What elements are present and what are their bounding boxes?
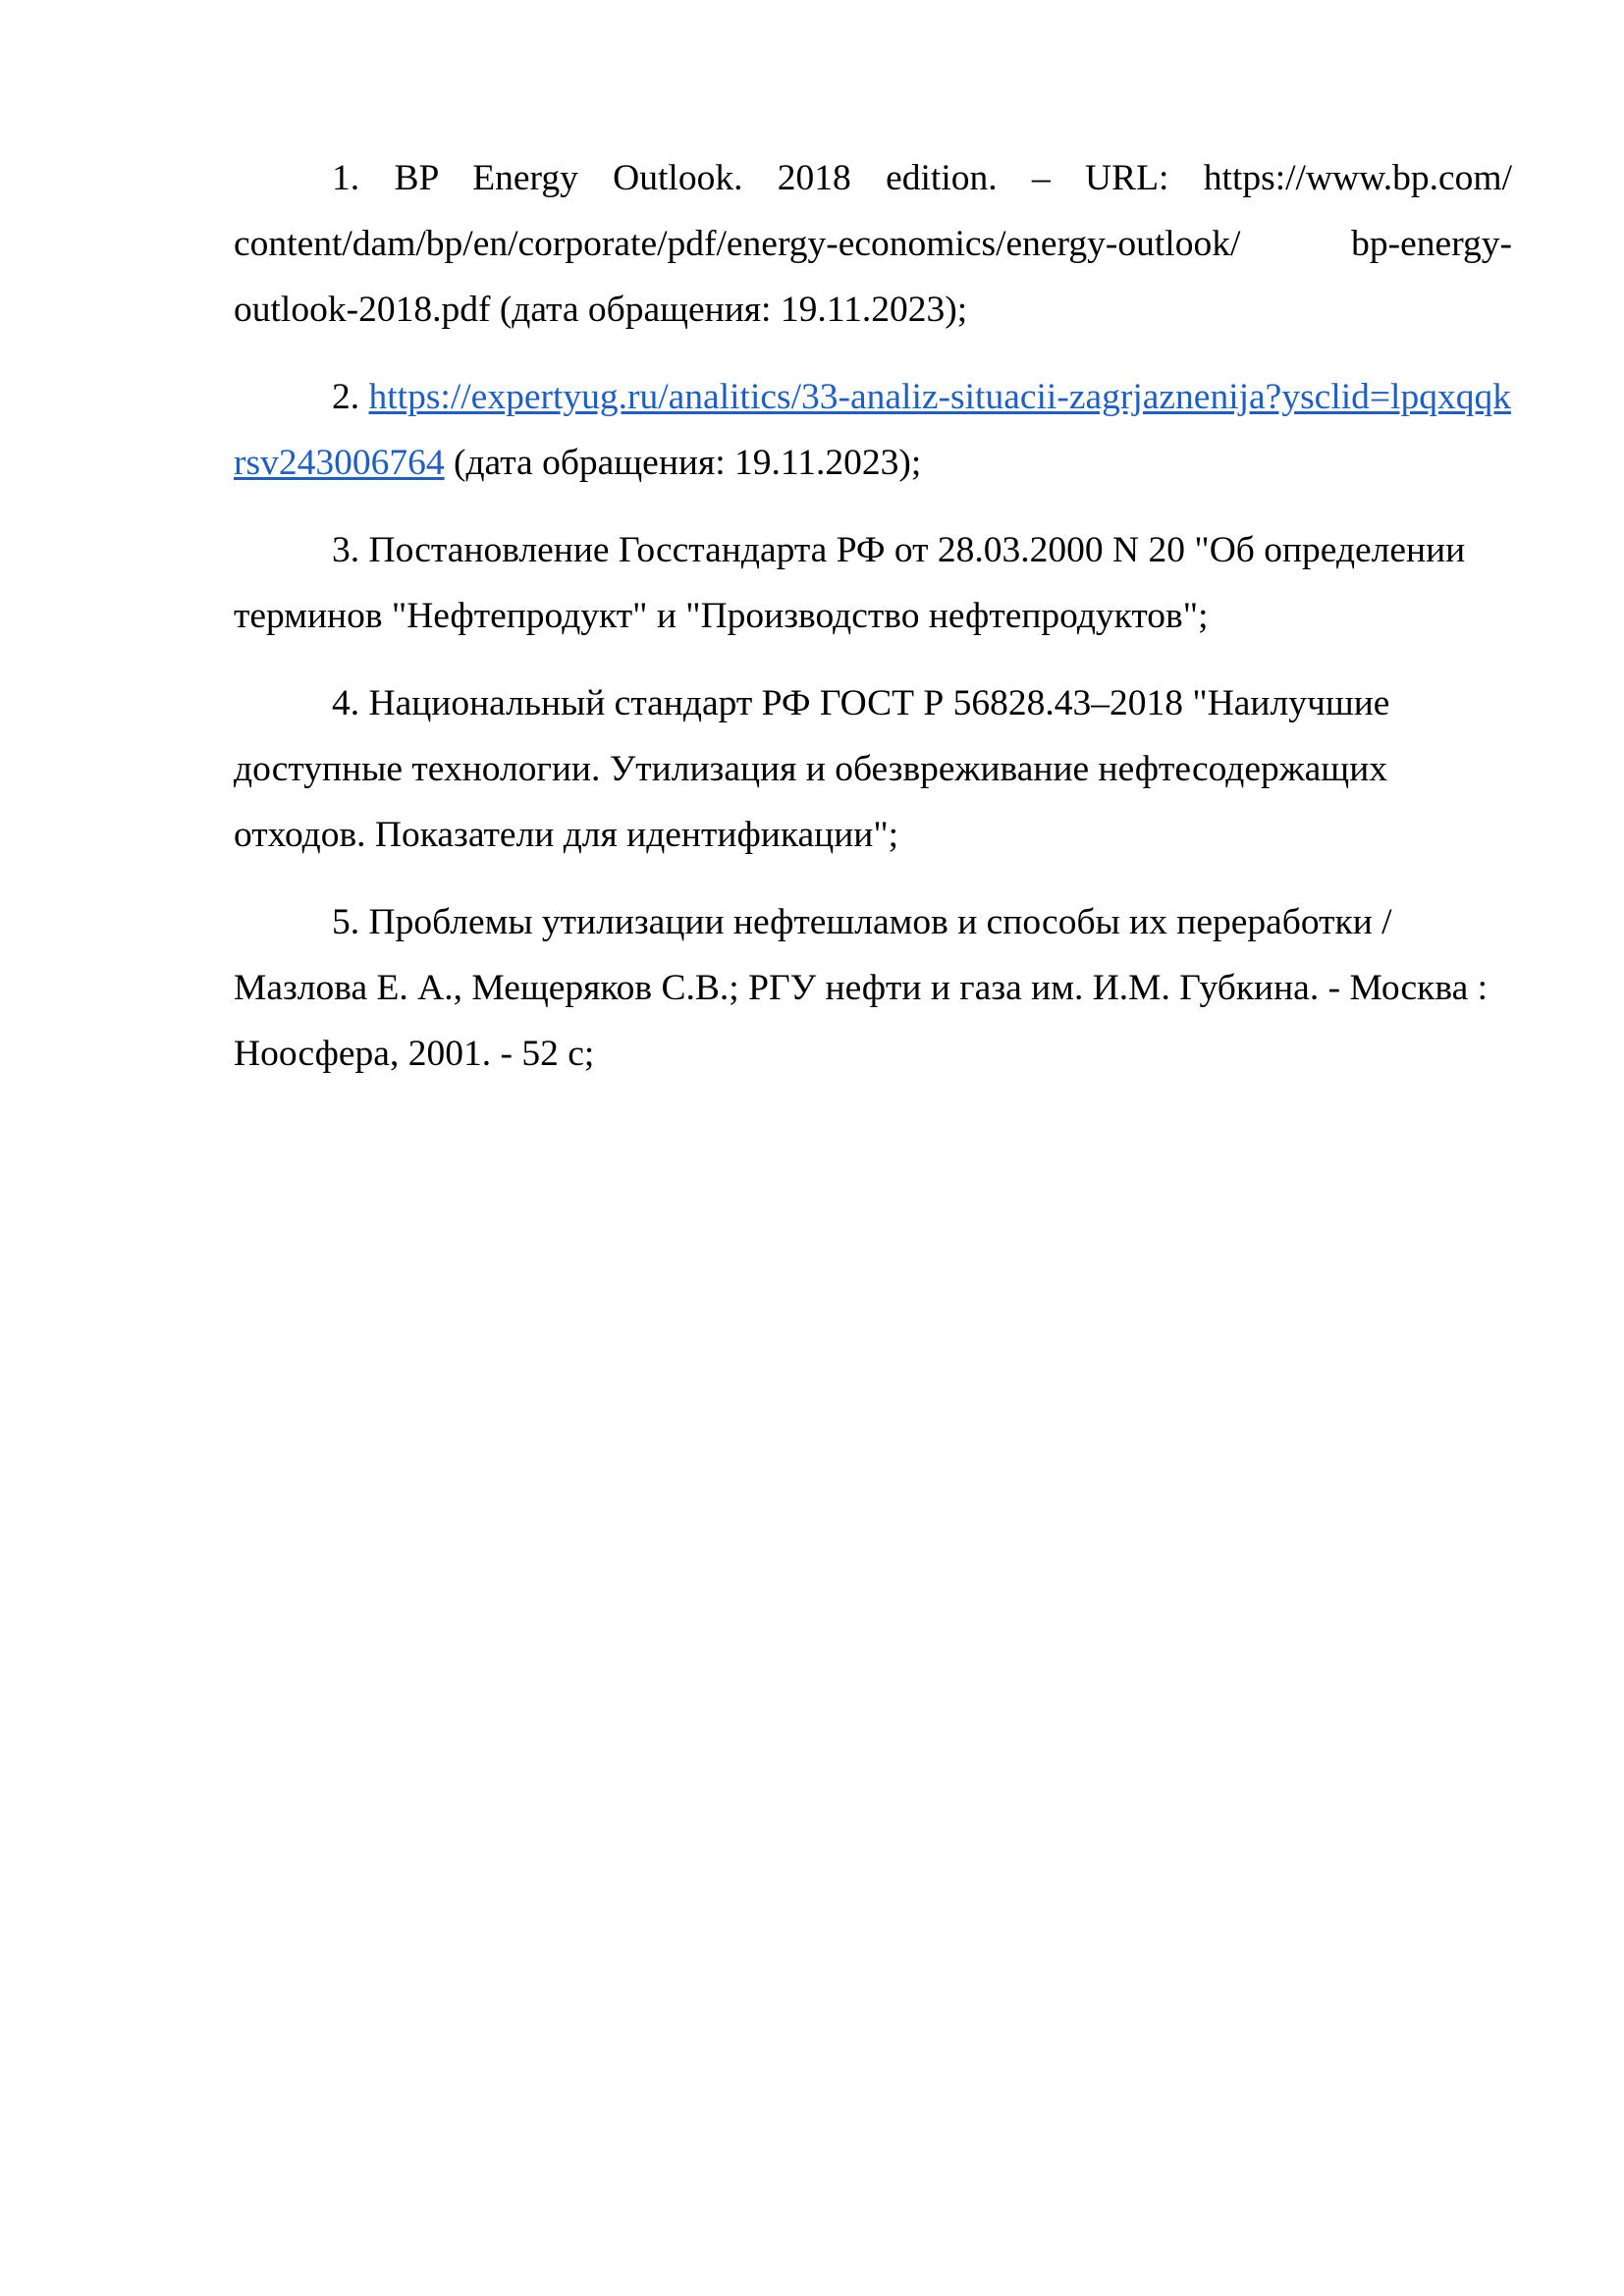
reference-suffix: (дата обращения: 19.11.2023); xyxy=(453,443,922,483)
reference-number: 3. xyxy=(332,530,360,570)
reference-text: BP Energy Outlook. 2018 edition. – URL: https://www.bp.com/ content/dam/bp/en/corporate/pdf/energy-economics/energy-outlook/ bp-energy-outlook-2018.pdf (дата обращения: 19.11.2023); xyxy=(234,158,1512,330)
reference-item-4 xyxy=(234,670,1512,868)
reference-item-5 xyxy=(234,889,1512,1087)
reference-text: Проблемы утилизации нефтешламов и способы их переработки / Мазлова Е. А., Мещеряков С.В.; РГУ нефти и газа им. И.М. Губкина. - Москва : Ноосфера, 2001. - 52 с; xyxy=(234,902,1489,1074)
reference-text: Постановление Госстандарта РФ от 28.03.2000 N 20 "Об определении терминов "Нефтепродукт" и "Производство нефтепродуктов"; xyxy=(234,530,1466,636)
reference-number: 4. xyxy=(332,683,360,723)
reference-number: 1. xyxy=(332,158,360,198)
reference-link[interactable]: https://expertyug.ru/analitics/33-analiz-situacii-zagrjaznenija?ysclid=lpqxqqkrsv243006764 xyxy=(234,377,1511,483)
reference-text: Национальный стандарт РФ ГОСТ Р 56828.43–2018 "Наилучшие доступные технологии. Утилизация и обезвреживание нефтесодержащих отходов. Показатели для идентификации"; xyxy=(234,683,1390,855)
reference-item-2 xyxy=(234,364,1512,496)
reference-list xyxy=(234,145,1512,1108)
reference-item-3 xyxy=(234,517,1512,649)
reference-item-1 xyxy=(234,145,1512,343)
reference-number: 2. xyxy=(332,377,360,417)
reference-number: 5. xyxy=(332,902,360,942)
